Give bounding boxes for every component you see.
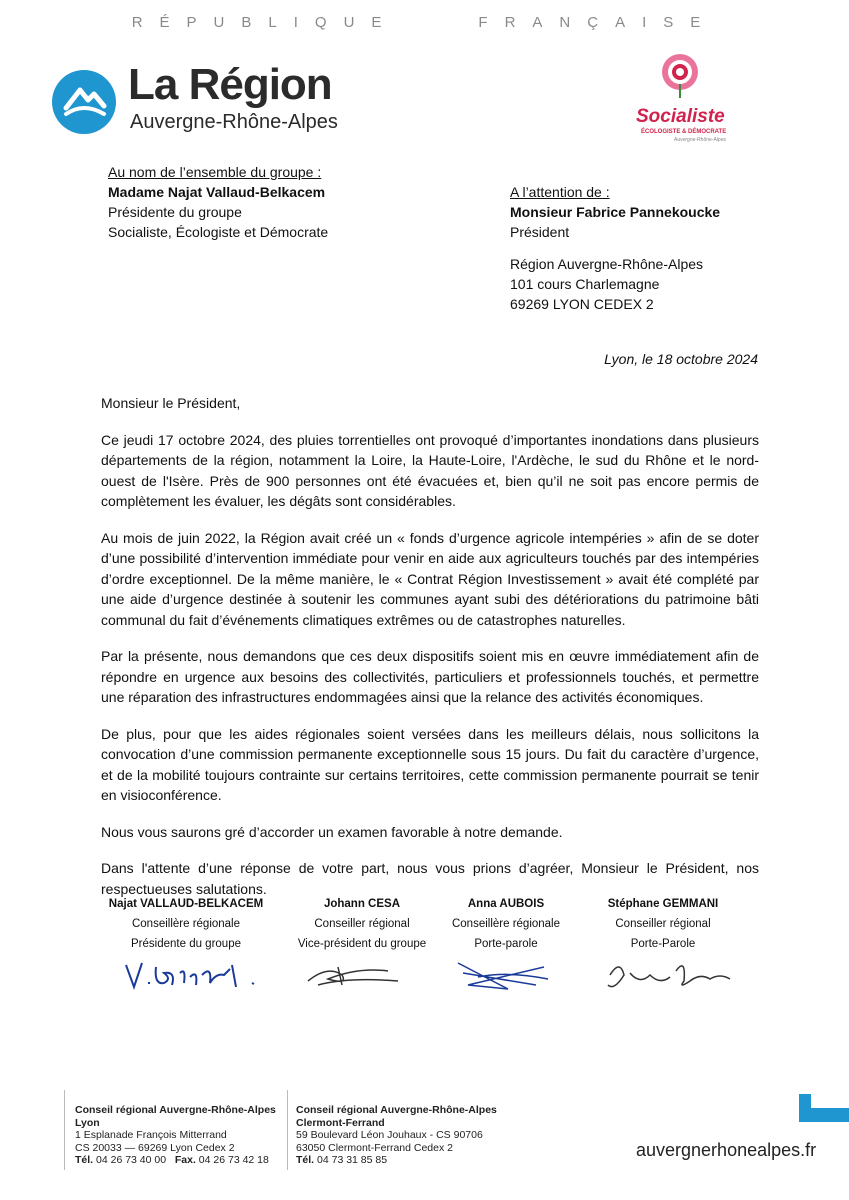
- footer-phone-line: [75, 1154, 276, 1167]
- ps-group-name: Socialiste: [636, 106, 725, 127]
- signatory-title: Conseiller régional: [615, 918, 711, 930]
- tel-label: Tél.: [75, 1154, 94, 1166]
- francaise-word: FRANÇAISE: [478, 14, 718, 31]
- signatory-title: Conseiller régional: [314, 918, 410, 930]
- recipient-org: Région Auvergne-Rhône-Alpes: [510, 256, 704, 272]
- recipient-role: Président: [510, 224, 570, 240]
- republique-word: RÉPUBLIQUE: [131, 14, 399, 31]
- fax-label: Fax.: [174, 1154, 196, 1166]
- tel-label: Tél.: [296, 1154, 315, 1166]
- letter-body: [101, 393, 759, 915]
- footer-address: 59 Boulevard Léon Jouhaux - CS 90706: [296, 1129, 483, 1141]
- paragraph-6: Dans l'attente d’une réponse de votre part, nous vous prions d’agréer, Monsieur le Président, nos respectueuses salutations.: [101, 860, 759, 897]
- signature-3: [448, 955, 558, 995]
- footer-city: Clermont-Ferrand: [296, 1116, 385, 1129]
- signature-1: [120, 955, 270, 995]
- recipient-block: [510, 182, 720, 314]
- sender-name: Madame Najat Vallaud-Belkacem: [108, 184, 326, 200]
- brand-name: La Région: [128, 60, 332, 109]
- website-link[interactable]: auvergnerhonealpes.fr: [636, 1140, 817, 1160]
- signatory-title: Conseillère régionale: [451, 918, 561, 930]
- footer-city: Lyon: [75, 1116, 100, 1129]
- recipient-name: Monsieur Fabrice Pannekoucke: [510, 204, 721, 220]
- brand-subtitle: Auvergne-Rhône-Alpes: [130, 111, 338, 133]
- republique-francaise-banner: [0, 14, 849, 31]
- greeting: Monsieur le Président,: [101, 395, 241, 411]
- brand-accent-bar: [799, 1108, 849, 1122]
- sender-role: Présidente du groupe: [108, 204, 242, 220]
- signatory-name: Johann CESA: [323, 898, 401, 910]
- region-logo-icon: [52, 70, 116, 134]
- sender-intro: Au nom de l’ensemble du groupe :: [108, 164, 322, 180]
- signatory-title: Conseillère régionale: [131, 918, 241, 930]
- footer-address: 63050 Clermont-Ferrand Cedex 2: [296, 1141, 453, 1154]
- signatory-name: Najat VALLAUD-BELKACEM: [108, 898, 264, 910]
- ps-group-region: Auvergne-Rhône-Alpes: [674, 137, 726, 143]
- signatory-1: [101, 894, 271, 954]
- signature-2: [298, 955, 408, 991]
- footer-lyon: [75, 1104, 276, 1167]
- footer-address: CS 20033 — 69269 Lyon Cedex 2: [75, 1141, 235, 1154]
- signatory-role: Porte-parole: [474, 938, 538, 950]
- footer-address: 1 Esplanade François Mitterrand: [75, 1129, 227, 1141]
- sender-block: [108, 162, 328, 242]
- ps-group-subtitle: ÉCOLOGISTE & DÉMOCRATE: [641, 129, 727, 135]
- tel-number: 04 26 73 40 00: [96, 1154, 167, 1166]
- letter-date: Lyon, le 18 octobre 2024: [604, 351, 758, 367]
- recipient-street: 101 cours Charlemagne: [510, 276, 660, 292]
- paragraph-1: Ce jeudi 17 octobre 2024, des pluies torrentielles ont provoqué d’importantes inondations dans plusieurs départements de la région, notamment la Loire, la Haute-Loire, l'Ardèche, le sud du Rhône et le nord-ouest de l'Isère. Près de 900 personnes ont été évacuées et, bien qu’il ne soit pas encore permis de complètement les évaluer, les dégâts sont considérables.: [101, 431, 759, 509]
- signatory-role: Vice-président du groupe: [297, 938, 427, 950]
- signatory-role: Porte-Parole: [630, 938, 696, 950]
- footer-title: Conseil régional Auvergne-Rhône-Alpes: [75, 1104, 276, 1116]
- signatory-4: [578, 894, 748, 954]
- signatory-role: Présidente du groupe: [131, 938, 241, 950]
- fax-number: 04 26 73 42 18: [198, 1154, 269, 1166]
- recipient-city: 69269 LYON CEDEX 2: [510, 296, 654, 312]
- footer-phone-line: [296, 1154, 497, 1167]
- footer-divider: [64, 1090, 65, 1170]
- paragraph-3: Par la présente, nous demandons que ces deux dispositifs soient mis en œuvre immédiatement afin de répondre en urgence aux besoins des collectivités, particuliers et professionnels touchés, et permettre une réparation des infrastructures endommagées ainsi que la relance des activités économiques.: [101, 648, 759, 705]
- paragraph-5: Nous vous saurons gré d’accorder un examen favorable à notre demande.: [101, 823, 563, 840]
- tel-number: 04 73 31 85 85: [317, 1154, 388, 1166]
- paragraph-4: De plus, pour que les aides régionales soient versées dans les meilleurs délais, nous sollicitons la convocation d’une commission permanente exceptionnelle sous 15 jours. Du fait du caractère d’urgence, et de la mobilité toujours contrainte sur certains territoires, cette commission permanente pourrait se tenir en visioconférence.: [101, 725, 759, 803]
- footer-divider: [287, 1090, 288, 1170]
- recipient-intro: A l’attention de :: [510, 184, 610, 200]
- brand-accent-bar: [799, 1094, 811, 1108]
- sender-group: Socialiste, Écologiste et Démocrate: [108, 224, 329, 240]
- signatory-name: Anna AUBOIS: [467, 898, 545, 910]
- footer-title: Conseil régional Auvergne-Rhône-Alpes: [296, 1104, 497, 1116]
- signatory-3: [421, 894, 591, 954]
- signature-4: [600, 955, 740, 995]
- signatory-name: Stéphane GEMMANI: [607, 898, 719, 910]
- paragraph-2: Au mois de juin 2022, la Région avait créé un « fonds d’urgence agricole intempéries » afin de se doter d’une possibilité d’intervention immédiate pour venir en aide aux agriculteurs touchés par des intempéries d’ordre exceptionnel. De la même manière, le « Contrat Région Investissement » avait été complété par une aide d’urgence destinée à soutenir les communes ayant subi des détériorations du patrimoine bâti communal du fait d’événements climatiques extrêmes ou de catastrophes naturelles.: [101, 529, 759, 628]
- footer-clermont: [296, 1104, 497, 1167]
